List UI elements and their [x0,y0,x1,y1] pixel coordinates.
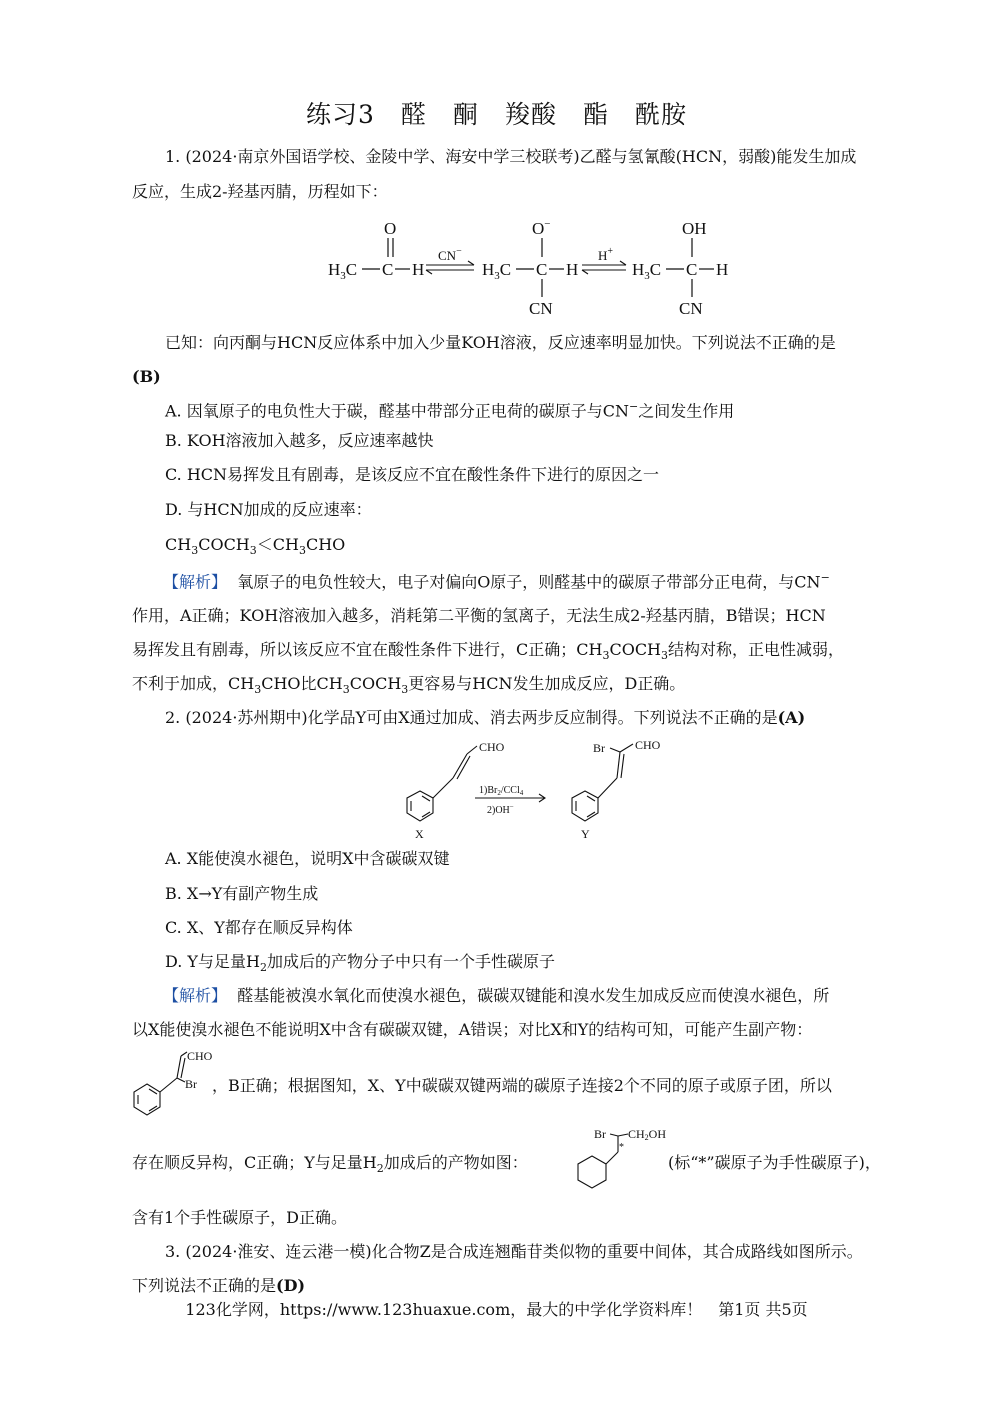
q1-h-3: H [716,260,729,279]
q2-option-a: A. X能使溴水褪色，说明X中含碳碳双键 [165,849,450,868]
x-label: X [415,827,424,841]
q2-answer: (A) [777,708,806,727]
x-cho-label: CHO [479,740,505,754]
q1-cn-minus-label: CN− [438,246,462,263]
q2-option-b: B. X→Y有副产物生成 [165,884,319,903]
q2-analysis-line5: 含有1个手性碳原子，D正确。 [132,1208,348,1227]
q1-h3c-1: $H_3C$ [328,260,358,282]
q3-stem-line2: 下列说法不正确的是(D) [132,1276,306,1295]
q1-h-plus-label: H+ [598,246,614,263]
q2-analysis-line1: 【解析】 醛基能被溴水氧化而使溴水褪色，碳碳双键能和溴水发生加成反应而使溴水褪色，所 [163,986,830,1005]
q2-stem: 2. (2024·苏州期中)化学品Y可由X通过加成、消去两步反应制得。下列说法不正确的是(A) [165,708,806,727]
q3-stem-line1: 3. (2024·淮安、连云港一模)化合物Z是合成连翘酯苷类似物的重要中间体，其合成路线如图所示。 [165,1242,863,1261]
q1-analysis-line1: 【解析】 氧原子的电负性较大，电子对偏向O原子，则醛基中的碳原子带部分正电荷，与CN− [163,571,830,592]
q1-aldehyde-h: H [412,260,425,279]
q1-option-c: C. HCN易挥发且有剧毒，是该反应不宜在酸性条件下进行的原因之一 [165,465,660,484]
q1-rate-comparison: $CH_3COCH_3<CH_3CHO$ [165,535,346,558]
q1-analysis-line3: 易挥发且有剧毒，所以该反应不宜在酸性条件下进行，C正确；$CH_3COCH_3$结构对称，正电性减弱， [132,640,845,663]
side-product-structure [125,1046,225,1124]
q1-cn-2: CN [529,299,553,318]
q2-analysis-tag: 【解析】 [163,986,228,1005]
product-ch2oh-label: CH2OH [628,1127,667,1142]
y-cho-label: CHO [635,738,661,752]
q2-analysis-line3: ，B正确；根据图知，X、Y中碳碳双键两端的碳原子连接2个不同的原子或原子团，所以 [212,1076,832,1095]
side-cho-label: CHO [187,1049,213,1063]
q2-analysis-line2: 以X能使溴水褪色不能说明X中含有碳碳双键，A错误；对比X和Y的结构可知，可能产生副产物： [132,1020,813,1039]
q1-hydroxyl: OH [682,219,707,238]
q1-h3c-3: $H_3C$ [632,260,662,282]
q1-known: 已知：向丙酮与HCN反应体系中加入少量KOH溶液，反应速率明显加快。下列说法不正确的是 [165,333,836,352]
q1-central-c-3: C [686,260,698,279]
q1-oxide: O− [532,218,551,238]
q2-option-c: C. X、Y都存在顺反异构体 [165,918,353,937]
q1-option-d: D. 与HCN加成的反应速率： [165,500,372,519]
q1-option-b: B. KOH溶液加入越多，反应速率越快 [165,431,434,450]
y-br-label: Br [593,741,605,755]
q1-central-c-2: C [536,260,548,279]
side-br-label: Br [185,1077,197,1091]
q1-stem-line2: 反应，生成2-羟基丙腈，历程如下： [132,182,388,201]
q1-reaction-scheme [320,212,760,322]
q1-analysis-tag: 【解析】 [163,572,228,592]
q1-answer: (B) [132,367,161,386]
product-br-label: Br [594,1127,606,1141]
q1-h-2: H [566,260,579,279]
q1-analysis-line2: 作用，A正确；KOH溶液加入越多，消耗第二平衡的氢离子，无法生成2-羟基丙腈，B错误；HCN [132,606,826,625]
condition-1: $1)Br_2/CCl_4$ [479,785,524,797]
q1-carbonyl-o: O [384,219,397,238]
condition-2: 2)OH− [487,803,514,816]
y-label: Y [581,827,590,841]
page-title: 练习3 醛 酮 羧酸 酯 酰胺 [306,100,687,129]
page-footer: 123化学网，https://www.123huaxue.com，最大的中学化学资料库！ 第1页 共5页 [185,1300,808,1319]
q1-option-a: A. 因氧原子的电负性大于碳，醛基中带部分正电荷的碳原子与CN−之间发生作用 [165,400,735,421]
q2-analysis-note: (标“*”碳原子为手性碳原子)， [668,1153,881,1172]
q2-analysis-line4: 存在顺反异构，C正确；Y与足量$H_2$加成后的产物如图： [132,1153,528,1176]
q1-h3c-2: $H_3C$ [482,260,512,282]
q1-cn-3: CN [679,299,703,318]
hydrogenation-product-structure [570,1124,680,1200]
q2-option-d: D. Y与足量$H_2$加成后的产物分子中只有一个手性碳原子 [165,952,555,975]
chiral-star: * [619,1142,624,1153]
q1-carbonyl-c: C [382,260,394,279]
q3-answer: (D) [276,1276,306,1295]
q2-reaction-scheme [395,736,695,846]
q1-analysis-line4: 不利于加成，$CH_3CHO$比$CH_3COCH_3$更容易与HCN发生加成反应，D正确。 [132,674,686,697]
q1-stem-line1: 1. (2024·南京外国语学校、金陵中学、海安中学三校联考)乙醛与氢氰酸(HCN，弱酸)能发生加成 [165,147,857,166]
